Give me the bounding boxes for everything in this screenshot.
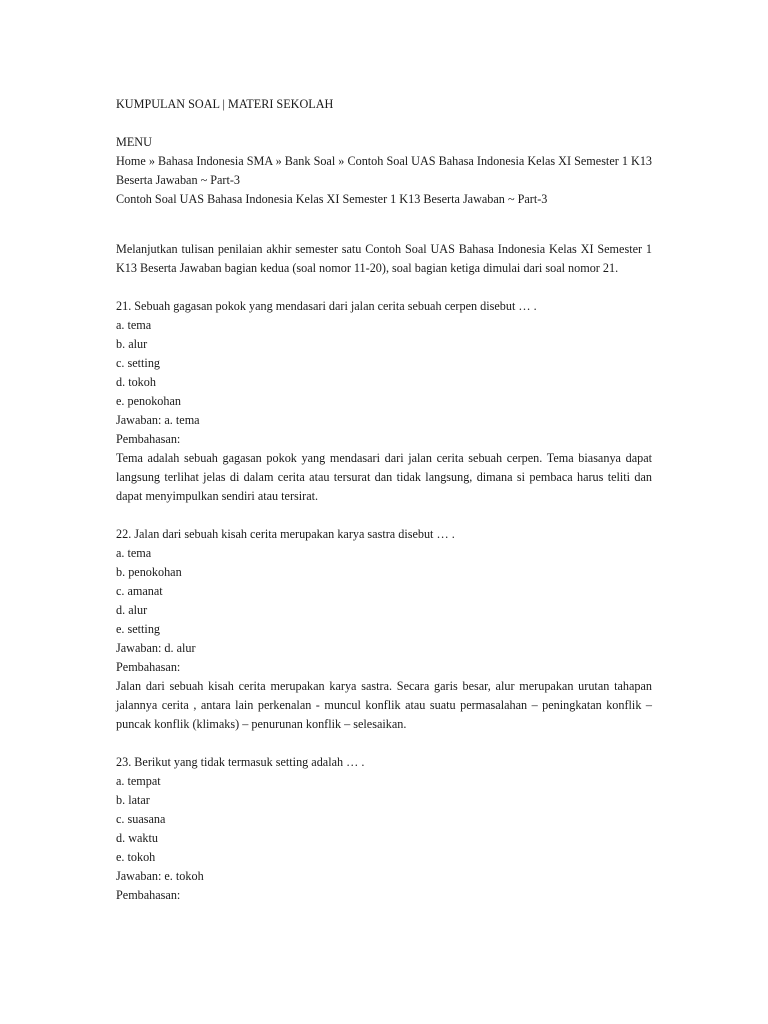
option-e: e. tokoh <box>116 850 156 864</box>
explanation-text: Tema adalah sebuah gagasan pokok yang mendasari dari jalan cerita sebuah cerpen. Tema biasanya dapat langsung terlihat jelas di dalam cerita atau tersurat dan tidak langsung, dimana si pembaca harus teliti dan dapat menyimpulkan sendiri atau tersirat. <box>116 451 652 503</box>
option-b: b. alur <box>116 337 148 351</box>
explanation-text: Jalan dari sebuah kisah cerita merupakan karya sastra. Secara garis besar, alur merupakan urutan tahapan jalannya cerita , antara lain perkenalan - muncul konflik atau suatu permasalahan – peningkatan konflik – puncak konflik (klimaks) – penurunan konflik – selesaikan. <box>116 679 652 731</box>
option-d: d. tokoh <box>116 375 156 389</box>
question-block <box>116 753 652 905</box>
option-c: c. amanat <box>116 584 163 598</box>
answer-text: Jawaban: a. tema <box>116 413 200 427</box>
option-a: a. tempat <box>116 774 161 788</box>
breadcrumb-separator: » <box>145 154 159 168</box>
breadcrumb-home[interactable]: Home <box>116 154 146 168</box>
question-text: 23. Berikut yang tidak termasuk setting adalah … . <box>116 755 365 769</box>
question-text: 22. Jalan dari sebuah kisah cerita merupakan karya sastra disebut … . <box>116 527 455 541</box>
page-title: Contoh Soal UAS Bahasa Indonesia Kelas XI Semester 1 K13 Beserta Jawaban ~ Part-3 <box>116 192 548 206</box>
option-c: c. suasana <box>116 812 166 826</box>
option-c: c. setting <box>116 356 161 370</box>
menu-label[interactable]: MENU <box>116 135 152 149</box>
question-block <box>116 525 652 734</box>
question-text: 21. Sebuah gagasan pokok yang mendasari dari jalan cerita sebuah cerpen disebut … . <box>116 299 537 313</box>
option-e: e. setting <box>116 622 161 636</box>
option-d: d. waktu <box>116 831 158 845</box>
option-d: d. alur <box>116 603 148 617</box>
breadcrumb-bank-soal[interactable]: Bank Soal <box>284 154 336 168</box>
option-b: b. penokohan <box>116 565 182 579</box>
answer-text: Jawaban: d. alur <box>116 641 196 655</box>
breadcrumb-separator: » <box>335 154 348 168</box>
answer-text: Jawaban: e. tokoh <box>116 869 204 883</box>
question-block <box>116 297 652 506</box>
intro-paragraph: Melanjutkan tulisan penilaian akhir semester satu Contoh Soal UAS Bahasa Indonesia Kelas XI Semester 1 K13 Beserta Jawaban bagian kedua (soal nomor 11-20), soal bagian ketiga dimulai dari soal nomor 21. <box>116 242 652 275</box>
option-a: a. tema <box>116 546 152 560</box>
explanation-label: Pembahasan: <box>116 660 181 674</box>
breadcrumb-current: Contoh Soal UAS Bahasa Indonesia Kelas XI Semester 1 K13 Beserta Jawaban ~ Part-3 <box>116 154 653 187</box>
explanation-label: Pembahasan: <box>116 888 181 902</box>
option-a: a. tema <box>116 318 152 332</box>
site-title[interactable]: KUMPULAN SOAL | MATERI SEKOLAH <box>116 97 334 111</box>
explanation-label: Pembahasan: <box>116 432 181 446</box>
option-e: e. penokohan <box>116 394 181 408</box>
breadcrumb-bahasa-indonesia-sma[interactable]: Bahasa Indonesia SMA <box>158 154 273 168</box>
option-b: b. latar <box>116 793 150 807</box>
breadcrumb <box>116 152 652 190</box>
breadcrumb-separator: » <box>272 154 285 168</box>
